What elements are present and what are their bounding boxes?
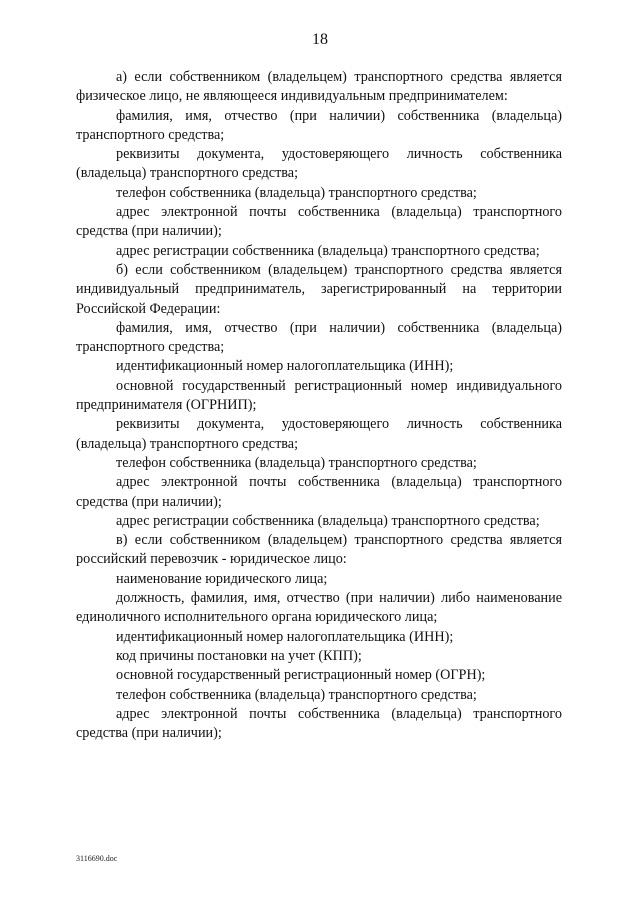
- paragraph: идентификационный номер налогоплательщика (ИНН);: [116, 628, 454, 645]
- paragraph: телефон собственника (владельца) транспортного средства;: [116, 454, 477, 471]
- paragraph: адрес электронной почты собственника (владельца) транспортного средства (при наличии);: [76, 474, 562, 510]
- paragraph: основной государственный регистрационный номер (ОГРН);: [116, 667, 486, 684]
- paragraph-clause-b: б) если собственником (владельцем) транспортного средства является индивидуальный предприниматель, зарегистрированный на территории Российской Федерации:: [76, 261, 562, 317]
- paragraph: наименование юридического лица;: [116, 570, 328, 587]
- paragraph: телефон собственника (владельца) транспортного средства;: [116, 686, 477, 703]
- paragraph-clause-a: а) если собственником (владельцем) транспортного средства является физическое лицо, не являющееся индивидуальным предпринимателем:: [76, 69, 562, 105]
- paragraph: адрес регистрации собственника (владельца) транспортного средства;: [116, 512, 540, 529]
- paragraph: фамилия, имя, отчество (при наличии) собственника (владельца) транспортного средства;: [76, 107, 562, 143]
- paragraph: реквизиты документа, удостоверяющего личность собственника (владельца) транспортного средства;: [76, 416, 562, 452]
- paragraph: должность, фамилия, имя, отчество (при наличии) либо наименование единоличного исполнительного органа юридического лица;: [76, 590, 562, 626]
- document-body: [76, 68, 562, 743]
- document-file-id: 3116690.doc: [76, 854, 118, 863]
- paragraph: идентификационный номер налогоплательщика (ИНН);: [116, 358, 454, 375]
- paragraph: адрес регистрации собственника (владельца) транспортного средства;: [116, 242, 540, 259]
- paragraph: адрес электронной почты собственника (владельца) транспортного средства (при наличии);: [76, 204, 562, 240]
- paragraph: телефон собственника (владельца) транспортного средства;: [116, 184, 477, 201]
- paragraph-clause-c: в) если собственником (владельцем) транспортного средства является российский перевозчик - юридическое лицо:: [76, 532, 562, 568]
- paragraph: код причины постановки на учет (КПП);: [116, 647, 362, 664]
- page-number: 18: [312, 31, 328, 48]
- paragraph: основной государственный регистрационный номер индивидуального предпринимателя (ОГРНИП);: [76, 377, 562, 414]
- paragraph: фамилия, имя, отчество (при наличии) собственника (владельца) транспортного средства;: [76, 319, 562, 356]
- paragraph: адрес электронной почты собственника (владельца) транспортного средства (при наличии);: [76, 705, 562, 742]
- paragraph: реквизиты документа, удостоверяющего личность собственника (владельца) транспортного средства;: [76, 146, 562, 182]
